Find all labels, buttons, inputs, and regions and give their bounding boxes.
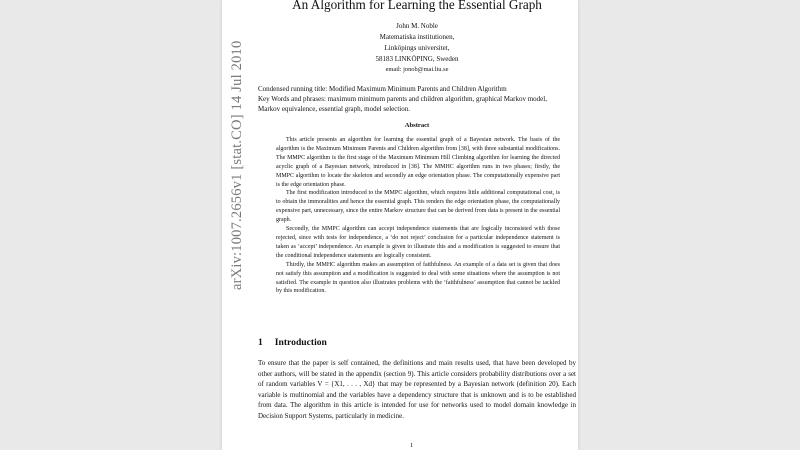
section-number: 1 bbox=[258, 337, 263, 348]
author-email[interactable]: email: jonob@mai.liu.se bbox=[385, 66, 449, 73]
abstract-paragraph-1: This article presents an algorithm for learning the essential graph of a Bayesian network. The basis of the algorithm is the Maximum Minimum Parents and Children algorithm from [38], with three substantial modifications. The MMPC algorithm is the first stage of the Maximum Minimum Hill Climbing algorithm for learning the directed acyclic graph of a Bayesian network, introduced in [38]. The MMHC algorithm runs in two phases; firstly, the MMPC algorithm to locate the skeleton and secondly an edge orientation phase. The computationally expensive part is the edge orientation phase. bbox=[276, 137, 560, 188]
arxiv-stamp[interactable]: arXiv:1007.2656v1 [stat.CO] 14 Jul 2010 bbox=[229, 40, 245, 290]
abstract-body bbox=[276, 136, 560, 296]
paper-title: An Algorithm for Learning the Essential Graph bbox=[292, 0, 542, 12]
running-title: Condensed running title: Modified Maximum Minimum Parents and Children Algorithm bbox=[258, 85, 507, 93]
abstract-heading: Abstract bbox=[404, 122, 430, 129]
section-title: Introduction bbox=[274, 337, 327, 348]
author-dept: Matematiska institutionen, bbox=[379, 33, 455, 41]
keywords-line-2: Markov equivalence, essential graph, model selection. bbox=[258, 105, 411, 113]
author-name: John M. Noble bbox=[396, 22, 438, 30]
abstract-paragraph-4: Thirdly, the MMHC algorithm makes an assumption of faithfulness. An example of a data set is given that does not satisfy this assumption and a modification is suggested to deal with some situations where the assumption is not satisfied. The example in question also illustrates problems with the ‘faithfulness’ assumption that cannot be tackled by this modification. bbox=[276, 261, 560, 295]
abstract-paragraph-3: Secondly, the MMPC algorithm can accept independence statements that are logically inconsisted with those rejected, since with tests for independence, a ‘do not reject’ conclusion for a particular independence statement is taken as ‘accept’ independence. An example is given to illustrate this and a modification is suggested to ensure that the conditional independence statements are logically consistent. bbox=[276, 226, 560, 259]
author-address: 58183 LINKÖPING, Sweden bbox=[375, 55, 459, 63]
abstract-paragraph-2: The first modification introduced to the MMPC algorithm, which requires little additional computational cost, is to obtain the immoralities and hence the essential graph. This renders the edge orientation phase, the computationally expensive part, unnecessary, since the entire Markov structure that can be derived from data is present in the essential graph. bbox=[276, 190, 560, 224]
keywords-line-1: Key Words and phrases: maximum minimum parents and children algorithm, graphical Markov model, bbox=[258, 95, 547, 103]
page-number: 1 bbox=[410, 442, 414, 449]
intro-paragraph: To ensure that the paper is self contained, the definitions and main results used, that have been developed by other authors, will be stated in the appendix (section 9). This article considers probability distributions over a set of random variables V = {X1, . . . , Xd} that may be represented by a Bayesian network (definition 20). Each variable is multinomial and the variables have a dependency structure that is unknown and is to be established from data. The algorithm in this article is intended for use for networks used to model domain knowledge in Decision Support Systems, particularly in medicine. bbox=[258, 359, 576, 420]
author-university: Linköpings universitet, bbox=[384, 44, 450, 52]
section-heading bbox=[258, 337, 327, 348]
